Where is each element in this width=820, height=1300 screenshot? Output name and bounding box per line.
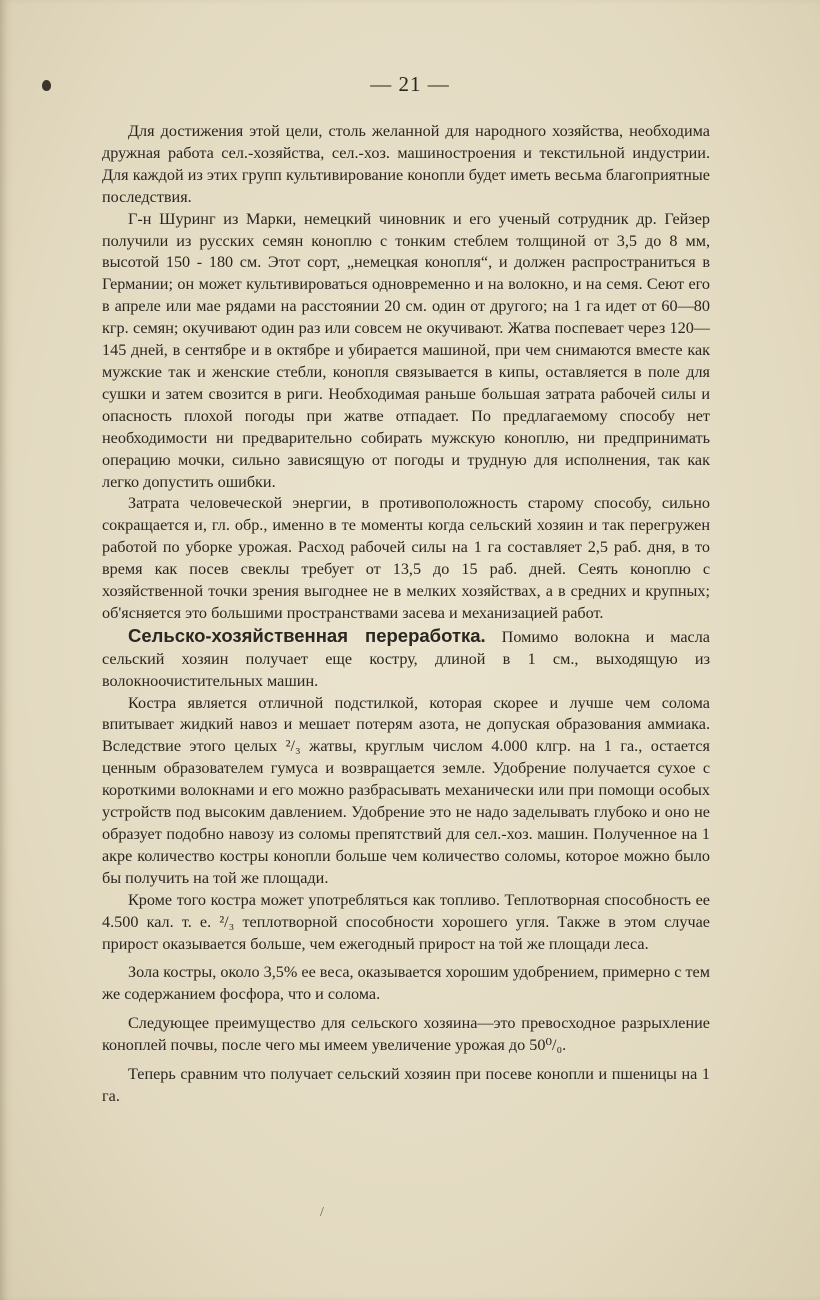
footer-mark: /	[320, 1205, 324, 1220]
paragraph-1: Для достижения этой цели, столь желанной для народного хозяйства, необходима дружная работа сел.-хозяйства, сел.-хоз. машиностроения и текстильной индустрии. Для каждой из этих групп культивирование конопли будет иметь весьма благоприятные последствия.	[102, 122, 710, 206]
section-lead: Помимо волокна и масла сельский хозяин получает еще костру, длиной в 1 см., выходящую из волокноочистительных машин.	[102, 627, 710, 690]
paragraph-3: Затрата человеческой энергии, в противоположность старому способу, сильно сокращается и, гл. обр., именно в те моменты когда сельский хозяин и так перегружен работой по уборке урожая. Расход рабочей силы на 1 га составляет 2,5 раб. дня, в то время как посев свеклы требует от 13,5 до 15 раб. дней. Сеять коноплю с хозяйственной точки зрения выгоднее не в мелких хозяйствах, а в средних и крупных; об'ясняется это большими пространствами засева и механизацией работ.	[102, 494, 710, 622]
section-paragraph	[102, 625, 710, 693]
section-heading: Сельско-хозяйственная переработка.	[128, 624, 486, 646]
paragraph-5: Кроме того костра может употребляться как топливо. Теплотворная способность ее 4.500 кал. т. е. ²/₃ теплотворной способности хорошего угля. Также в этом случае прирост оказывается больше, чем ежегодный прирост на той же площади леса.	[102, 890, 710, 953]
body-text	[102, 121, 710, 1108]
paragraph-2: Г-н Шуринг из Марки, немецкий чиновник и его ученый сотрудник др. Гейзер получили из русских семян коноплю с тонким стеблем толщиной от 3,5 до 8 мм, высотой 150 - 180 см. Этот сорт, „немецкая конопля“, и должен распространиться в Германии; он может культивироваться одновременно и на волокно, и на семя. Сеют его в апреле или мае рядами на расстоянии 20 см. один от другого; на 1 га идет от 60—80 кгр. семян; окучивают один раз или совсем не окучивают. Жатва поспевает через 120—145 дней, в сентябре и в октябре и убирается машиной, при чем снимаются вместе как мужские так и женские стебли, конопля связывается в кипы, оставляется в поле для сушки и затем свозится в риги. Необходимая раньше большая затрата рабочей силы и опасность плохой погоды при жатве отпадает. По предлагаемому способу нет необходимости ни предварительно собирать мужскую коноплю, ни предпринимать операцию мочки, сильно зависящую от погоды и трудную для исполнения, так как легко допустить ошибки.	[102, 209, 710, 491]
paragraph-8: Теперь сравним что получает сельский хозяин при посеве конопли и пшеницы на 1 га.	[102, 1065, 710, 1105]
paragraph-4: Костра является отличной подстилкой, которая скорее и лучше чем солома впитывает жидкий навоз и мешает потерям азота, не допуская образования аммиака. Вследствие этого целых ²/₃ жатвы, круглым числом 4.000 клгр. на 1 га., остается ценным образователем гумуса и возвращается земле. Удобрение получается сухое с короткими волокнами и его можно разбрасывать механически или при помощи особых устройств под высоким давлением. Удобрение это не надо заделывать глубоко и оно не образует подобно навозу из соломы препятствий для сел.-хоз. машин. Полученное на 1 акре количество костры конопли больше чем количество соломы, которое можно было бы получить на той же площади.	[102, 693, 710, 887]
page-number: — 21 —	[370, 72, 450, 96]
paragraph-6: Зола костры, около 3,5% ее веса, оказывается хорошим удобрением, примерно с тем же содержанием фосфора, что и солома.	[102, 963, 710, 1004]
paragraph-7: Следующее преимущество для сельского хозяина—это превосходное разрыхление коноплей почвы, после чего мы имеем увеличение урожая до 50⁰/₀.	[102, 1014, 710, 1055]
